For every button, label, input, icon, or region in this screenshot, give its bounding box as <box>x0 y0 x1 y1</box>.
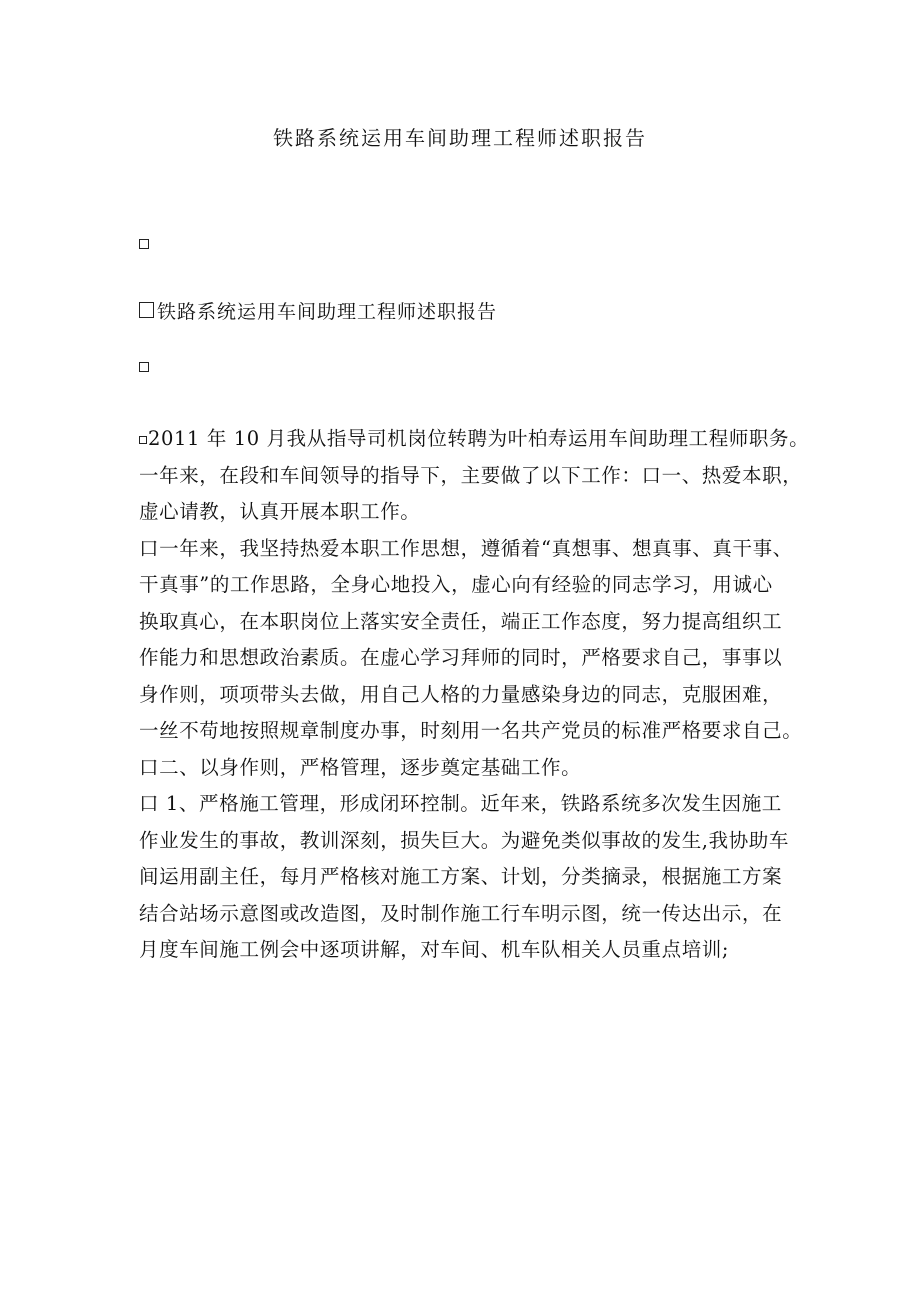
paragraph-line: 干真事”的工作思路，全身心地投入，虚心向有经验的同志学习，用诚心 <box>139 573 773 596</box>
placeholder-box-icon <box>139 302 154 318</box>
paragraph-line: 口 1、严格施工管理，形成闭环控制。近年来，铁路系统多次发生因施工 <box>139 792 782 815</box>
paragraph-line: 一年来，在段和车间领导的指导下，主要做了以下工作：口一、热爱本职， <box>139 463 803 487</box>
paragraph-line: 作业发生的事故，教训深刻，损失巨大。为避免类似事故的发生,我协助车 <box>139 828 789 852</box>
paragraph-line: 一丝不苟地按照规章制度办事，时刻用一名共产党员的标准严格要求自己。 <box>139 719 803 742</box>
paragraph-line: 口一年来，我坚持热爱本职工作思想，遵循着“真想事、想真事、真干事、 <box>139 536 793 560</box>
paragraph-line: 身作则，项项带头去做，用自己人格的力量感染身边的同志，克服困难， <box>139 682 783 706</box>
paragraph-line: 虚心请教，认真开展本职工作。 <box>139 500 421 523</box>
document-title: 铁路系统运用车间助理工程师述职报告 <box>273 126 647 150</box>
paragraph-line: 间运用副主任，每月严格核对施工方案、计划，分类摘录，根据施工方案 <box>139 865 783 888</box>
paragraph-line: 2011 年 10 月我从指导司机岗位转聘为叶柏寿运用车间助理工程师职务。 <box>139 421 799 458</box>
paragraph-line: 结合站场示意图或改造图，及时制作施工行车明示图，统一传达出示，在 <box>139 901 783 925</box>
paragraph-line: 月度车间施工例会中逐项讲解，对车间、机车队相关人员重点培训; <box>139 938 730 961</box>
paragraph-line: 口二、以身作则，严格管理，逐步奠定基础工作。 <box>139 755 582 779</box>
subtitle-line <box>139 296 497 324</box>
paragraph-line: 换取真心，在本职岗位上落实安全责任，端正工作态度，努力提高组织工 <box>139 609 783 633</box>
document-subtitle: 铁路系统运用车间助理工程师述职报告 <box>157 300 498 323</box>
placeholder-box-icon <box>139 362 149 372</box>
paragraph-line: 作能力和思想政治素质。在虚心学习拜师的同时，严格要求自己，事事以 <box>139 646 783 669</box>
placeholder-box-icon <box>139 436 147 444</box>
body-text <box>139 421 810 969</box>
placeholder-box-icon <box>139 239 149 249</box>
